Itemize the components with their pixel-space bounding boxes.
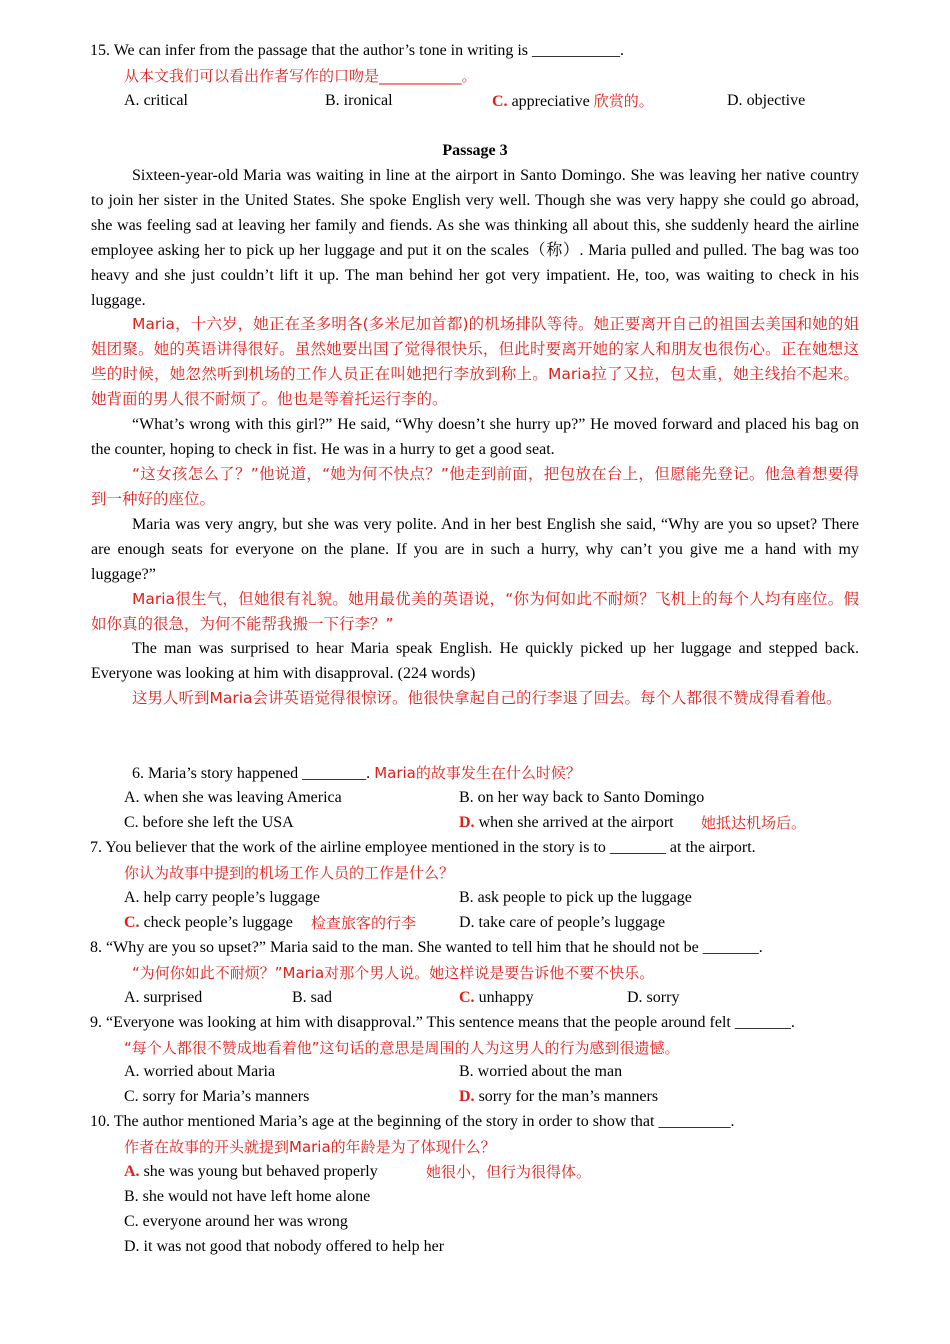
q15-option-c-translation: 欣赏的。	[593, 92, 654, 110]
passage-title: Passage 3	[442, 142, 508, 159]
answer-marker: C.	[492, 93, 508, 110]
q8-option-b: B. sad	[292, 989, 332, 1006]
q10-option-b: B. she would not have left home alone	[124, 1188, 371, 1205]
q10-translation: 作者在故事的开头就提到Maria的年龄是为了体现什么？	[124, 1138, 496, 1156]
answer-marker: D.	[459, 1088, 475, 1105]
q15-translation: 从本文我们可以看出作者写作的口吻是___________。	[124, 67, 477, 85]
q9-option-a: A. worried about Maria	[124, 1063, 276, 1080]
paragraph-3-chinese: Maria很生气，但她很有礼貌。她用最优美的英语说，“你为何如此不耐烦？飞机上的每个人均有座位。假如你真的很急，为何不能帮我搬一下行李？”	[91, 590, 859, 633]
q9-stem: 9. “Everyone was looking at him with disapproval.” This sentence means that the people around felt _______.	[90, 1014, 795, 1031]
q8-option-d: D. sorry	[627, 989, 680, 1006]
q7-option-d: D. take care of people’s luggage	[459, 914, 666, 931]
paragraph-4-chinese: 这男人听到Maria会讲英语觉得很惊讶。他很快拿起自己的行李退了回去。每个人都很不赞成得看着他。	[132, 689, 842, 707]
paragraph-2-english: “What’s wrong with this girl?” He said, “Why doesn’t she hurry up?” He moved forward and placed his bag on the counter, hoping to check in fist. He was in a hurry to get a good seat.	[91, 416, 859, 458]
q6-option-c: C. before she left the USA	[124, 814, 294, 831]
answer-marker: A.	[124, 1163, 140, 1180]
q7-translation: 你认为故事中提到的机场工作人员的工作是什么？	[124, 864, 455, 882]
q15-option-a: A. critical	[124, 92, 188, 109]
q15-option-c: C. appreciative 欣赏的。	[492, 92, 654, 110]
paragraph-1-chinese: Maria，十六岁，她正在圣多明各(多米尼加首都)的机场排队等待。她正要离开自己的祖国去美国和她的姐姐团聚。她的英语讲得很好。虽然她要出国了觉得很快乐，但此时要离开她的家人和朋友也很伤心。正在她想这些的时候，她忽然听到机场的工作人员正在叫她把行李放到称上。Maria拉了又拉，包太重，她主线抬不起来。她背面的男人很不耐烦了。他也是等着托运行李的。	[91, 315, 859, 408]
q6-option-b: B. on her way back to Santo Domingo	[459, 789, 705, 806]
q10-option-a-translation: 她很小，但行为很得体。	[426, 1163, 592, 1181]
q15-option-b: B. ironical	[325, 92, 393, 109]
q6-option-d-translation: 她抵达机场后。	[701, 814, 807, 832]
q6-translation: Maria的故事发生在什么时候？	[374, 764, 581, 782]
q6-option-a: A. when she was leaving America	[124, 789, 342, 806]
q8-option-a: A. surprised	[124, 989, 203, 1006]
q10-option-a: A. she was young but behaved properly	[124, 1163, 378, 1180]
q6-stem: 6. Maria’s story happened ________. Maria的故事发生在什么时候？	[132, 764, 581, 782]
q7-option-b: B. ask people to pick up the luggage	[459, 889, 692, 906]
answer-marker: D.	[459, 814, 475, 831]
q8-translation: “为何你如此不耐烦？”Maria对那个男人说。她这样说是要告诉他不要不快乐。	[132, 964, 655, 982]
paragraph-1-english: Sixteen-year-old Maria was waiting in line at the airport in Santo Domingo. She was leaving her native country to join her sister in the United States. She spoke English very well. Though she was very happy she could go abroad, she was feeling sad at leaving her family and fiends. As she was thinking all about this, she suddenly heard the airline employee asking her to pick up her luggage and put it on the scales（称）. Maria pulled and pulled. The bag was too heavy and she just couldn’t lift it up. The man behind her got very impatient. He, too, was waiting to check in his luggage.	[91, 167, 859, 309]
q6-option-d: D. when she arrived at the airport	[459, 814, 674, 831]
q15-option-d: D. objective	[727, 92, 806, 109]
answer-marker: C.	[124, 914, 140, 931]
paragraph-3-english: Maria was very angry, but she was very polite. And in her best English she said, “Why are you so upset? There are enough seats for everyone on the plane. If you are in such a hurry, why can’t you give me a hand with my luggage?”	[91, 516, 859, 583]
q7-stem: 7. You believer that the work of the airline employee mentioned in the story is to _______ at the airport.	[90, 839, 756, 856]
q7-option-c-translation: 检查旅客的行李	[311, 914, 417, 932]
q7-option-c: C. check people’s luggage	[124, 914, 293, 931]
answer-marker: C.	[459, 989, 475, 1006]
q8-stem: 8. “Why are you so upset?” Maria said to the man. She wanted to tell him that he should not be _______.	[90, 939, 763, 956]
q10-stem: 10. The author mentioned Maria’s age at the beginning of the story in order to show that _________.	[90, 1113, 735, 1130]
q7-option-a: A. help carry people’s luggage	[124, 889, 320, 906]
q9-option-b: B. worried about the man	[459, 1063, 623, 1080]
q10-option-c: C. everyone around her was wrong	[124, 1213, 348, 1230]
q15-stem: 15. We can infer from the passage that the author’s tone in writing is ___________.	[90, 42, 625, 59]
q10-option-d: D. it was not good that nobody offered to help her	[124, 1238, 445, 1255]
paragraph-4-english: The man was surprised to hear Maria speak English. He quickly picked up her luggage and stepped back. Everyone was looking at him with disapproval. (224 words)	[91, 640, 859, 682]
q9-option-d: D. sorry for the man’s manners	[459, 1088, 659, 1105]
q8-option-c: C. unhappy	[459, 989, 534, 1006]
paragraph-2-chinese: “这女孩怎么了？”他说道，“她为何不快点？”他走到前面，把包放在台上，但愿能先登记。他急着想要得到一种好的座位。	[91, 465, 859, 508]
q9-translation: “每个人都很不赞成地看着他”这句话的意思是周围的人为这男人的行为感到很遗憾。	[124, 1039, 680, 1057]
q9-option-c: C. sorry for Maria’s manners	[124, 1088, 310, 1105]
